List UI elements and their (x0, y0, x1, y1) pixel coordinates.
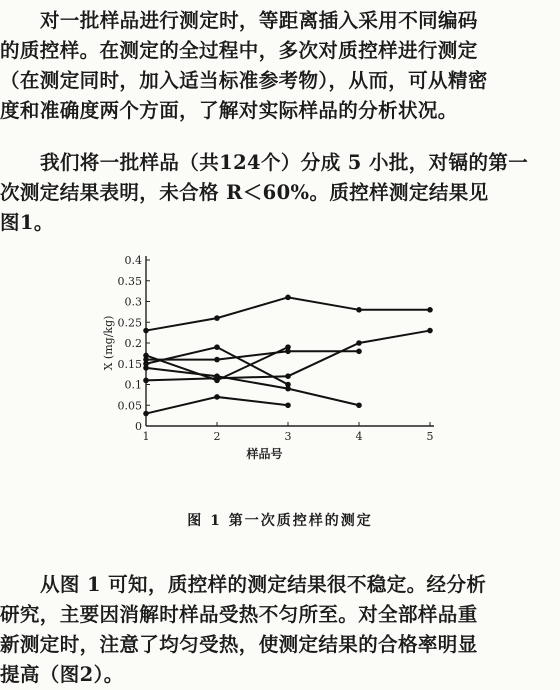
y-tick-label: 0.1 (124, 378, 142, 392)
x-tick-label: 1 (142, 430, 150, 443)
text-line: 次测定结果表明，未合格 R＜60%。质控样测定结果见 (0, 181, 489, 204)
series-point (214, 344, 220, 350)
series-point (356, 307, 362, 313)
y-tick-label: 0.4 (124, 254, 142, 267)
x-tick-label: 4 (355, 430, 363, 443)
y-tick-label: 0.35 (117, 274, 142, 288)
y-tick-label: 0 (135, 420, 142, 433)
series-point (214, 373, 220, 379)
series-point (356, 340, 362, 346)
y-axis-label: X (mg/kg) (102, 315, 115, 371)
series-point (285, 373, 291, 379)
series-point (285, 386, 291, 392)
series-point (356, 349, 362, 355)
text-line: 提高（图2）。 (0, 663, 124, 686)
text-line: 度和准确度两个方面，了解对实际样品的分析状况。 (0, 99, 458, 122)
y-tick-label: 0.05 (117, 399, 142, 413)
figure-1-chart (100, 250, 460, 480)
paragraph-3 (0, 570, 548, 690)
series-point (285, 344, 291, 350)
series-point (143, 328, 149, 334)
series-point (143, 353, 149, 359)
series-point (143, 378, 149, 384)
text-line: 新测定时，注意了均匀受热，使测定结果的合格率明显 (0, 633, 478, 656)
y-tick-label: 0.2 (124, 337, 142, 350)
paragraph-2 (0, 148, 548, 238)
text-line: 图1。 (0, 211, 54, 234)
series-point (214, 394, 220, 400)
series-point (143, 411, 149, 417)
series-point (285, 295, 291, 301)
x-tick-label: 5 (426, 430, 434, 443)
series-point (427, 307, 433, 313)
series-line-6 (146, 368, 359, 405)
x-tick-label: 2 (213, 430, 221, 443)
text-line: （在测定同时，加入适当标准参考物），从而，可从精密 (0, 69, 488, 92)
series-point (143, 365, 149, 371)
x-tick-label: 3 (284, 430, 292, 443)
paragraph-1 (0, 6, 548, 126)
series-point (214, 315, 220, 321)
series-point (214, 357, 220, 363)
text-line: 我们将一批样品（共124个）分成 5 小批，对镉的第一 (40, 151, 529, 174)
series-line-1 (146, 297, 430, 330)
text-line: 从图 1 可知，质控样的测定结果很不稳定。经分析 (40, 573, 487, 596)
series-point (427, 328, 433, 334)
series-point (285, 402, 291, 408)
text-line: 对一批样品进行测定时，等距离插入采用不同编码 (40, 9, 478, 32)
series-point (356, 402, 362, 408)
y-tick-label: 0.3 (124, 295, 142, 309)
text-line: 的质控样。在测定的全过程中，多次对质控样进行测定 (0, 39, 478, 62)
y-tick-label: 0.25 (117, 316, 142, 330)
x-axis-label: 样品号 (246, 447, 283, 461)
y-tick-label: 0.15 (117, 357, 142, 371)
text-line: 研究，主要因消解时样品受热不匀所至。对全部样品重 (0, 603, 478, 626)
figure-caption: 图 1 第一次质控样的测定 (187, 513, 373, 529)
